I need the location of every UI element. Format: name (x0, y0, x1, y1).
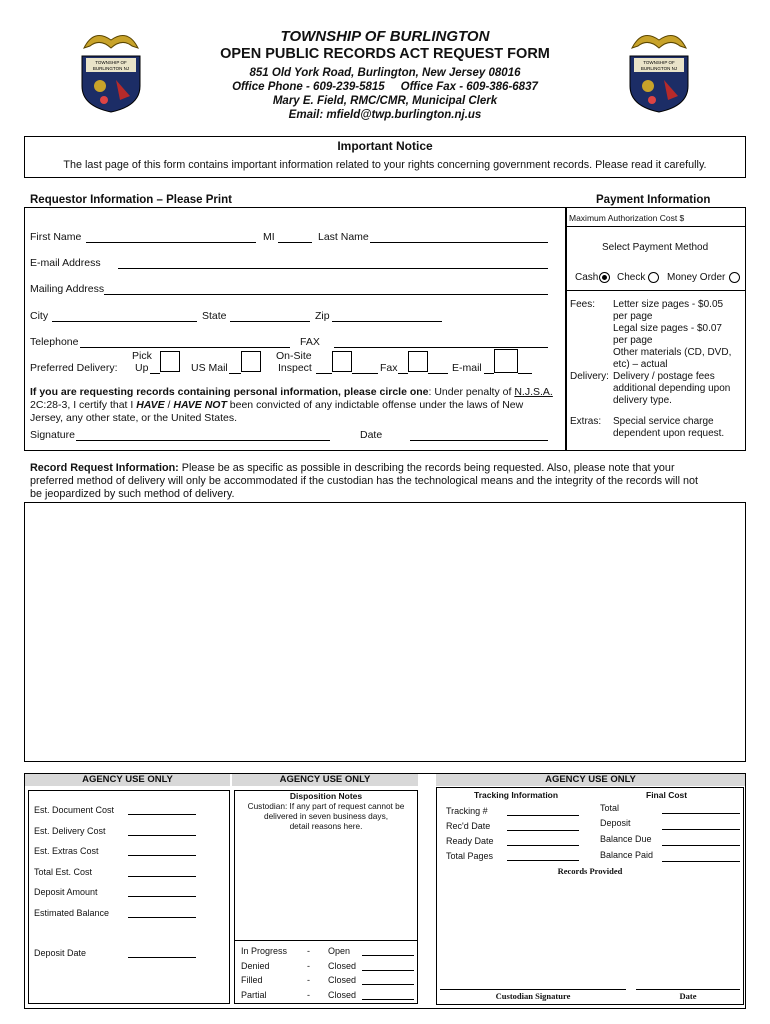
usmail-checkbox[interactable] (241, 351, 261, 372)
fee-line: Letter size pages - $0.05 (613, 299, 724, 310)
signature-label: Signature (30, 429, 75, 441)
mi-field[interactable] (278, 242, 312, 243)
svg-text:TOWNSHIP OF: TOWNSHIP OF (643, 60, 675, 65)
address: 851 Old York Road, Burlington, New Jersey 08016 (249, 67, 521, 79)
preferred-delivery-label: Preferred Delivery: (30, 362, 118, 374)
est-document-cost-label: Est. Document Cost (34, 805, 115, 815)
status-closed: Closed (328, 961, 357, 971)
custodian-date-field[interactable] (636, 989, 740, 990)
custodian-signature-field[interactable] (440, 989, 626, 990)
telephone-field[interactable] (80, 347, 290, 348)
delivery-list (613, 371, 730, 407)
total-pages-label: Total Pages (446, 851, 494, 861)
cert-statute: 2C:28-3 (30, 399, 68, 411)
township-name: TOWNSHIP OF BURLINGTON (280, 28, 490, 45)
last-name-field[interactable] (370, 242, 548, 243)
cert-mid: : Under penalty of (428, 386, 515, 398)
requestor-heading: Requestor Information – Please Print (30, 194, 232, 206)
fee-line: Legal size pages - $0.07 (613, 323, 722, 334)
state-field[interactable] (230, 321, 310, 322)
form-title: OPEN PUBLIC RECORDS ACT REQUEST FORM (220, 46, 550, 62)
custodian-signature-label: Custodian Signature (495, 991, 571, 1001)
record-line1: Please be as specific as possible in describing the records being requested. Also, please note that your (178, 462, 675, 474)
status-partial: Partial (241, 990, 267, 1000)
pickup-label-1: Pick (132, 350, 152, 362)
recd-date-field[interactable] (507, 830, 579, 831)
est-document-cost-field[interactable] (128, 814, 196, 815)
max-auth-label: Maximum Authorization Cost $ (569, 213, 685, 223)
recd-date-label: Rec'd Date (446, 821, 491, 831)
email-label: E-mail Address (30, 257, 101, 269)
balance-due-field[interactable] (662, 845, 740, 846)
svg-text:BURLINGTON NJ: BURLINGTON NJ (92, 66, 130, 71)
disp-line: Custodian: If any part of request cannot be (247, 801, 405, 811)
agency-heading-3: AGENCY USE ONLY (436, 774, 745, 786)
extras-label: Extras: (570, 416, 602, 427)
extras-line: dependent upon request. (613, 428, 725, 439)
disp-line: delivered in seven business days, (263, 811, 389, 821)
cert-line2-rest: been convicted of any indictable offense under the laws of New (226, 399, 524, 411)
last-name-label: Last Name (318, 231, 369, 243)
usmail-underline (229, 373, 241, 374)
status-denied-field[interactable] (362, 970, 414, 971)
deposit-amount-label: Deposit Amount (34, 887, 98, 897)
agency-heading-1: AGENCY USE ONLY (25, 774, 230, 786)
max-auth-divider (566, 226, 746, 227)
record-line2: preferred method of delivery will only be accommodated if the custodian has the technological means and the integrity of the records will not (30, 475, 698, 487)
est-delivery-cost-field[interactable] (128, 835, 196, 836)
fax-field[interactable] (334, 347, 548, 348)
status-denied: Denied (241, 961, 270, 971)
payment-heading: Payment Information (596, 194, 711, 206)
city-field[interactable] (52, 321, 197, 322)
deposit-amount-field[interactable] (128, 896, 196, 897)
disposition-divider (234, 940, 418, 941)
telephone-label: Telephone (30, 336, 79, 348)
state-label: State (202, 310, 227, 322)
svg-text:BURLINGTON NJ: BURLINGTON NJ (640, 66, 678, 71)
delivery-label: Delivery: (570, 371, 609, 382)
mailing-field[interactable] (104, 294, 548, 295)
deposit-date-field[interactable] (128, 957, 196, 958)
pickup-label-2: Up (135, 362, 149, 374)
tracking-title: Tracking Information (474, 790, 559, 800)
onsite-label-1: On-Site (276, 350, 312, 362)
cash-radio[interactable] (599, 272, 610, 283)
svg-text:TOWNSHIP OF: TOWNSHIP OF (95, 60, 127, 65)
est-extras-cost-label: Est. Extras Cost (34, 846, 99, 856)
status-dash: - (307, 946, 310, 956)
cert-line3: Jersey, any other state, or the United States. (30, 412, 237, 424)
disposition-title: Disposition Notes (289, 791, 363, 801)
record-request-text (30, 462, 746, 501)
agency-heading-2: AGENCY USE ONLY (232, 774, 418, 786)
mailing-label: Mailing Address (30, 283, 105, 295)
city-label: City (30, 310, 49, 322)
ready-date-label: Ready Date (446, 836, 494, 846)
onsite-label-2: Inspect (278, 362, 312, 374)
extras-line: Special service charge (613, 416, 714, 427)
status-dash: - (307, 975, 310, 985)
pickup-checkbox[interactable] (160, 351, 180, 372)
status-open-field[interactable] (362, 955, 414, 956)
date-label: Date (360, 429, 383, 441)
cost-box (28, 790, 230, 1004)
money-order-radio[interactable] (729, 272, 740, 283)
deposit-date-label: Deposit Date (34, 948, 87, 958)
final-total-field[interactable] (662, 813, 740, 814)
status-dash: - (307, 990, 310, 1000)
fees-list (613, 299, 731, 371)
check-label: Check (617, 272, 646, 283)
signature-field[interactable] (76, 440, 330, 441)
status-in-progress: In Progress (241, 946, 288, 956)
balance-paid-field[interactable] (662, 861, 740, 862)
fee-line: per page (613, 335, 653, 346)
fee-line: Other materials (CD, DVD, (613, 347, 732, 358)
fax-option-underline (352, 373, 378, 374)
have-not-option[interactable]: HAVE NOT (173, 399, 227, 411)
certification-text (30, 386, 560, 425)
status-closed: Closed (328, 975, 357, 985)
email-option-checkbox[interactable] (494, 349, 518, 373)
fax-option-label: Fax (380, 362, 398, 374)
notice-text: The last page of this form contains important information related to your rights concerning government records. Please read it carefully. (63, 159, 707, 171)
status-open: Open (328, 946, 351, 956)
cert-law: N.J.S.A. (514, 386, 553, 398)
clerk-name: Mary E. Field, RMC/CMR, Municipal Clerk (272, 95, 498, 107)
status-filled-field[interactable] (362, 984, 414, 985)
tracking-number-label: Tracking # (446, 806, 488, 816)
disposition-text (234, 801, 418, 831)
final-cost-title: Final Cost (646, 790, 688, 800)
status-filled: Filled (241, 975, 263, 985)
balance-paid-label: Balance Paid (600, 850, 654, 860)
total-est-cost-label: Total Est. Cost (34, 867, 93, 877)
record-line3: be jeopardized by such method of delivery. (30, 488, 235, 500)
payment-divider (566, 290, 746, 291)
delivery-line: Delivery / postage fees (613, 371, 715, 382)
total-pages-field[interactable] (507, 860, 579, 861)
clerk-email: Email: mfield@twp.burlington.nj.us (288, 109, 482, 121)
onsite-checkbox[interactable] (332, 351, 352, 372)
email-option-label: E-mail (452, 362, 482, 374)
records-provided-field[interactable] (440, 878, 740, 986)
zip-field[interactable] (332, 321, 442, 322)
fees-label: Fees: (570, 299, 596, 310)
fee-line: per page (613, 311, 653, 322)
have-slash: / (164, 399, 174, 411)
email-option-underline-2 (484, 373, 494, 374)
delivery-line: additional depending upon (613, 383, 731, 394)
balance-due-label: Balance Due (600, 834, 652, 844)
email-field[interactable] (118, 268, 548, 269)
mi-label: MI (263, 231, 275, 243)
status-dash: - (307, 961, 310, 971)
cert-bold: If you are requesting records containing personal information, please circle one (30, 386, 429, 398)
fax-label: FAX (300, 336, 320, 348)
extras-list (613, 416, 724, 440)
record-request-textarea[interactable] (24, 502, 746, 762)
email-option-underline-3 (518, 373, 532, 374)
usmail-label: US Mail (191, 362, 228, 374)
records-provided-label: Records Provided (557, 866, 623, 876)
first-name-label: First Name (30, 231, 82, 243)
first-name-field[interactable] (86, 242, 256, 243)
fee-line: etc) – actual (613, 359, 668, 370)
cert-certify: , I certify that I (67, 399, 137, 411)
estimated-balance-field[interactable] (128, 917, 196, 918)
fax-option-checkbox[interactable] (408, 351, 428, 372)
fax-option-underline-2 (398, 373, 408, 374)
delivery-line: delivery type. (613, 395, 672, 406)
money-order-label: Money Order (667, 272, 726, 283)
final-deposit-label: Deposit (600, 818, 631, 828)
ready-date-field[interactable] (507, 845, 579, 846)
record-bold: Record Request Information: (30, 462, 179, 474)
have-option[interactable]: HAVE (136, 399, 165, 411)
tracking-number-field[interactable] (507, 815, 579, 816)
check-radio[interactable] (648, 272, 659, 283)
date-field[interactable] (410, 440, 548, 441)
phone-fax: Office Phone - 609-239-5815 Office Fax - 609-386-6837 (232, 81, 538, 93)
cash-label: Cash (575, 272, 599, 283)
custodian-date-label: Date (679, 991, 697, 1001)
final-total-label: Total (600, 803, 620, 813)
total-est-cost-field[interactable] (128, 876, 196, 877)
status-partial-field[interactable] (362, 999, 414, 1000)
est-delivery-cost-label: Est. Delivery Cost (34, 826, 106, 836)
notice-title: Important Notice (337, 139, 433, 153)
status-closed: Closed (328, 990, 357, 1000)
disp-line: detail reasons here. (289, 821, 363, 831)
pickup-underline (150, 373, 160, 374)
final-deposit-field[interactable] (662, 829, 740, 830)
onsite-underline (316, 373, 332, 374)
estimated-balance-label: Estimated Balance (34, 908, 110, 918)
email-option-underline (428, 373, 448, 374)
est-extras-cost-field[interactable] (128, 855, 196, 856)
zip-label: Zip (315, 310, 330, 322)
select-payment-label: Select Payment Method (602, 242, 709, 253)
